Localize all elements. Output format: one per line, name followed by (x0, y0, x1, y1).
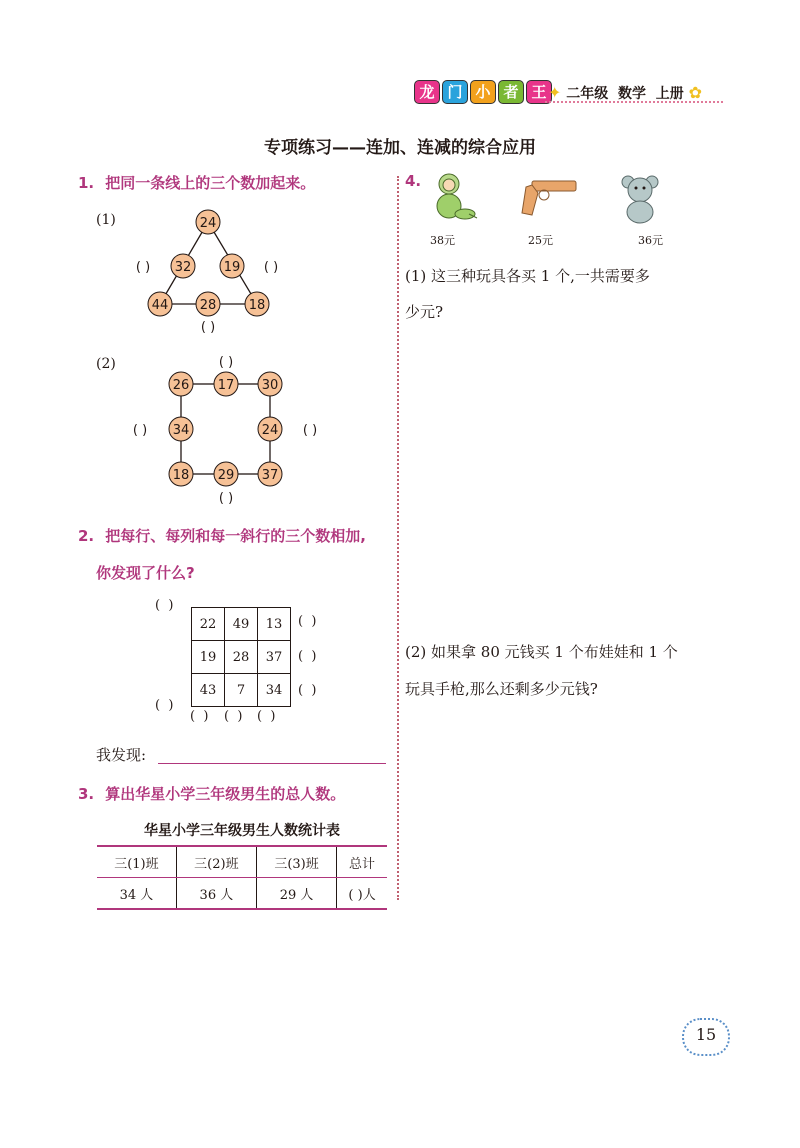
number-label: 24 (261, 423, 279, 438)
number-label: 17 (217, 378, 235, 393)
doll-icon (425, 170, 481, 226)
found-label: 我发现: (96, 746, 147, 764)
answer-blank: ( ) (218, 491, 234, 506)
header-grade: 二年级 (566, 86, 609, 102)
star-icon: ✦ (548, 83, 562, 102)
table-cell: 34 人 (97, 878, 176, 910)
question-number: 2. (78, 527, 95, 545)
answer-blank: ( ) (200, 320, 216, 335)
logo-char: 龙 (414, 80, 440, 104)
series-logo (414, 80, 552, 102)
grid-cell: 22 (192, 608, 225, 641)
grid-cell: 43 (192, 674, 225, 707)
toy-gun-icon (518, 175, 578, 223)
logo-char: 小 (470, 80, 496, 104)
header-info (548, 83, 702, 103)
logo-char: 门 (442, 80, 468, 104)
answer-blank: ( ) (224, 709, 243, 724)
answer-blank: ( ) (218, 355, 234, 370)
question-1-heading (78, 172, 315, 193)
answer-blank: ( ) (298, 614, 317, 629)
q4-part2-line1: (2) 如果拿 80 元钱买 1 个布娃娃和 1 个 (405, 643, 678, 661)
answer-blank: ( ) (155, 598, 174, 613)
number-label: 18 (248, 298, 266, 313)
number-label: 37 (261, 468, 279, 483)
question-text: 把同一条线上的三个数加起来。 (105, 174, 316, 192)
price-label: 36元 (638, 234, 663, 247)
number-label: 32 (174, 260, 192, 275)
grid-cell: 7 (225, 674, 258, 707)
grid-cell: 13 (258, 608, 291, 641)
table-title: 华星小学三年级男生人数统计表 (144, 823, 340, 839)
page-number: 15 (682, 1018, 730, 1056)
statistics-table (97, 845, 387, 910)
question-text: 算出华星小学三年级男生的总人数。 (105, 785, 346, 803)
question-text: 把每行、每列和每一斜行的三个数相加, (105, 527, 366, 545)
teddy-bear-icon (618, 172, 666, 224)
number-label: 28 (199, 298, 217, 313)
number-label: 29 (217, 468, 235, 483)
sub-label-1: (1) (96, 212, 116, 228)
number-label: 24 (199, 216, 217, 231)
table-cell: 36 人 (176, 878, 256, 910)
sub-label-2: (2) (96, 356, 116, 372)
grid-cell: 28 (225, 641, 258, 674)
question-2-heading (78, 525, 366, 546)
answer-blank: ( ) (257, 709, 276, 724)
page-title: 专项练习——连加、连减的综合应用 (264, 138, 536, 158)
answer-blank: ( ) (302, 423, 318, 438)
question-text-line2: 你发现了什么? (96, 564, 195, 582)
grid-cell: 19 (192, 641, 225, 674)
q4-part1-line1: (1) 这三种玩具各买 1 个,一共需要多 (405, 267, 650, 285)
triangle-diagram (110, 205, 310, 340)
number-grid (191, 607, 291, 707)
number-label: 30 (261, 378, 279, 393)
table-header: 三(3)班 (256, 846, 336, 878)
number-label: 19 (223, 260, 241, 275)
total-answer-cell[interactable]: ( )人 (337, 878, 387, 910)
answer-blank: ( ) (190, 709, 209, 724)
number-label: 44 (151, 298, 169, 313)
header-subject: 数学 (618, 86, 647, 102)
header-volume: 上册 (655, 86, 684, 102)
question-number: 3. (78, 785, 95, 803)
grid-cell: 34 (258, 674, 291, 707)
square-diagram (110, 350, 330, 510)
answer-blank: ( ) (155, 698, 174, 713)
question-number: 1. (78, 174, 95, 192)
answer-line[interactable] (158, 763, 386, 764)
table-cell: 29 人 (256, 878, 336, 910)
number-label: 18 (172, 468, 190, 483)
answer-blank: ( ) (263, 260, 279, 275)
number-label: 26 (172, 378, 190, 393)
answer-blank: ( ) (132, 423, 148, 438)
butterfly-icon: ✿ (688, 83, 703, 102)
table-header: 三(2)班 (176, 846, 256, 878)
logo-char: 者 (498, 80, 524, 104)
question-3-heading (78, 783, 345, 804)
q4-part2-line2: 玩具手枪,那么还剩多少元钱? (405, 680, 598, 698)
q4-part1-line2: 少元? (405, 303, 444, 321)
logo-char: 王 (526, 80, 552, 104)
grid-cell: 37 (258, 641, 291, 674)
answer-blank: ( ) (298, 649, 317, 664)
header-underline (545, 101, 723, 103)
grid-cell: 49 (225, 608, 258, 641)
table-header: 总计 (337, 846, 387, 878)
answer-blank: ( ) (135, 260, 151, 275)
column-divider (397, 176, 399, 900)
answer-blank: ( ) (298, 683, 317, 698)
number-label: 34 (172, 423, 190, 438)
price-label: 38元 (430, 234, 455, 247)
question-4-number: 4. (405, 172, 422, 190)
table-header: 三(1)班 (97, 846, 176, 878)
price-label: 25元 (528, 234, 553, 247)
